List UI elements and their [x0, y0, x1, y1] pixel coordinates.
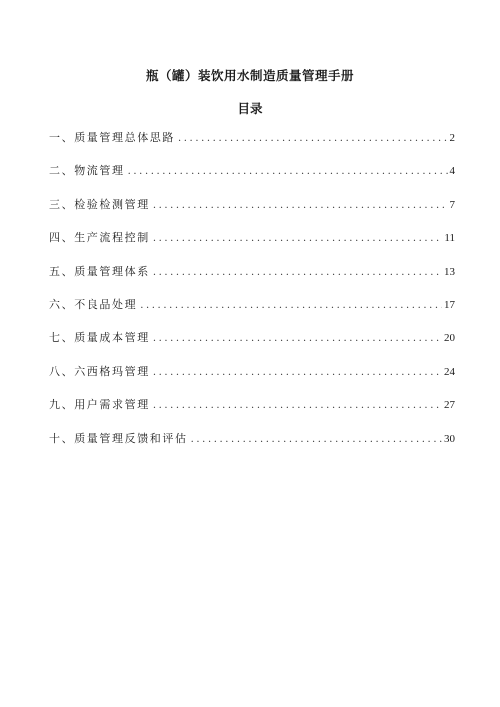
toc-dot-leader	[153, 263, 442, 283]
toc-dot-leader	[191, 430, 442, 450]
toc-entry-6[interactable]	[49, 295, 455, 328]
toc-heading: 目录	[237, 101, 263, 116]
toc-entry-page: 4	[449, 165, 455, 178]
toc-dot-leader	[153, 329, 442, 349]
toc-entry-label: 四、生产流程控制	[49, 231, 150, 245]
toc-entry-page: 17	[444, 298, 455, 311]
toc-dot-leader	[140, 296, 442, 316]
toc-entry-page: 7	[449, 198, 455, 211]
toc-entry-4[interactable]	[49, 228, 455, 261]
toc-dot-leader	[153, 396, 442, 416]
toc-entry-page: 11	[444, 232, 455, 245]
toc-entry-label: 六、不良品处理	[49, 297, 138, 311]
toc-entry-label: 三、检验检测管理	[49, 197, 150, 211]
toc-entry-3[interactable]	[49, 195, 455, 228]
toc-entry-page: 30	[444, 432, 455, 445]
toc-entry-page: 2	[449, 132, 455, 144]
toc-entry-9[interactable]	[49, 395, 455, 428]
toc-entry-page: 27	[444, 399, 455, 412]
table-of-contents	[49, 128, 455, 462]
toc-dot-leader	[128, 162, 448, 182]
toc-entry-10[interactable]	[49, 429, 455, 462]
document-title: 瓶（罐）装饮用水制造质量管理手册	[145, 68, 354, 83]
toc-entry-page: 20	[444, 332, 455, 345]
toc-dot-leader	[153, 363, 442, 383]
toc-entry-label: 八、六西格玛管理	[49, 364, 150, 378]
toc-entry-7[interactable]	[49, 328, 455, 361]
toc-dot-leader	[153, 229, 443, 249]
toc-entry-1[interactable]	[49, 128, 455, 161]
toc-entry-2[interactable]	[49, 161, 455, 194]
toc-dot-leader	[178, 129, 448, 149]
toc-entry-label: 九、用户需求管理	[49, 398, 150, 412]
toc-entry-label: 十、质量管理反馈和评估	[49, 431, 188, 445]
toc-entry-label: 七、质量成本管理	[49, 331, 150, 345]
toc-entry-8[interactable]	[49, 362, 455, 395]
toc-entry-5[interactable]	[49, 262, 455, 295]
toc-dot-leader	[153, 196, 448, 216]
toc-entry-label: 一、质量管理总体思路	[49, 131, 175, 144]
toc-entry-page: 13	[444, 265, 455, 278]
toc-entry-label: 五、质量管理体系	[49, 264, 150, 278]
toc-entry-label: 二、物流管理	[49, 164, 125, 178]
toc-entry-page: 24	[444, 365, 455, 378]
